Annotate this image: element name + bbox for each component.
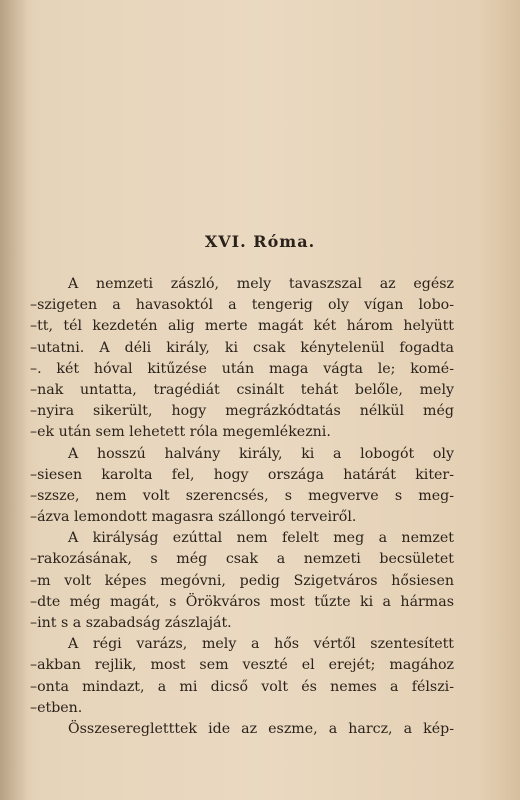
text-line: –szsze, nem volt szerencsés, s megverve s meg- (30, 487, 454, 504)
page-gutter-shadow (0, 0, 28, 800)
text-line: –utatni. A déli király, ki csak kénytelenül fogadta (30, 339, 454, 356)
text-line: A királyság ezúttal nem felelt meg a nemzet (68, 530, 454, 547)
text-line: –ázva lemondott magasra szállongó terveiről. (30, 509, 357, 526)
text-line: –rakozásának, s még csak a nemzeti becsületet (30, 551, 454, 568)
text-line: –. két hóval kitűzése után maga vágta le; komé- (30, 360, 454, 377)
text-line: –akban rejlik, most sem veszté el erejét; magához (30, 657, 454, 674)
text-line: –etben. (30, 699, 83, 716)
chapter-heading: XVI. Róma. (204, 232, 316, 251)
text-line: A régi varázs, mely a hős vértől szentesített (68, 636, 454, 653)
text-line: A hosszú halvány király, ki a lobogót oly (68, 445, 454, 462)
text-line: –int s a szabadság zászlaját. (30, 615, 232, 631)
text-line: –nak untatta, tragédiát csinált tehát belőle, mely (30, 381, 454, 398)
text-line: –ek után sem lehetett róla megemlékezni. (30, 424, 331, 441)
body-text (30, 274, 454, 740)
text-line: –szigeten a havasoktól a tengerig oly vígan lobo- (30, 297, 454, 314)
text-line: –nyira sikerült, hogy megrázkódtatás nélkül még (30, 403, 454, 420)
text-line: –onta mindazt, a mi dicső volt és nemes a félszi- (30, 678, 454, 695)
text-line: –tt, tél kezdetén alig merte magát két három helyütt (30, 318, 454, 335)
text-line: –dte még magát, s Örökváros most tűzte ki a hármas (30, 593, 454, 610)
text-line: –m volt képes megóvni, pedig Szigetváros hősiesen (30, 572, 454, 589)
text-line: –siesen karolta fel, hogy országa határát kiter- (30, 466, 454, 483)
text-line: A nemzeti zászló, mely tavaszszal az egész (68, 276, 454, 292)
text-line: Összeseregletttek ide az eszme, a harcz, a kép- (68, 720, 454, 737)
